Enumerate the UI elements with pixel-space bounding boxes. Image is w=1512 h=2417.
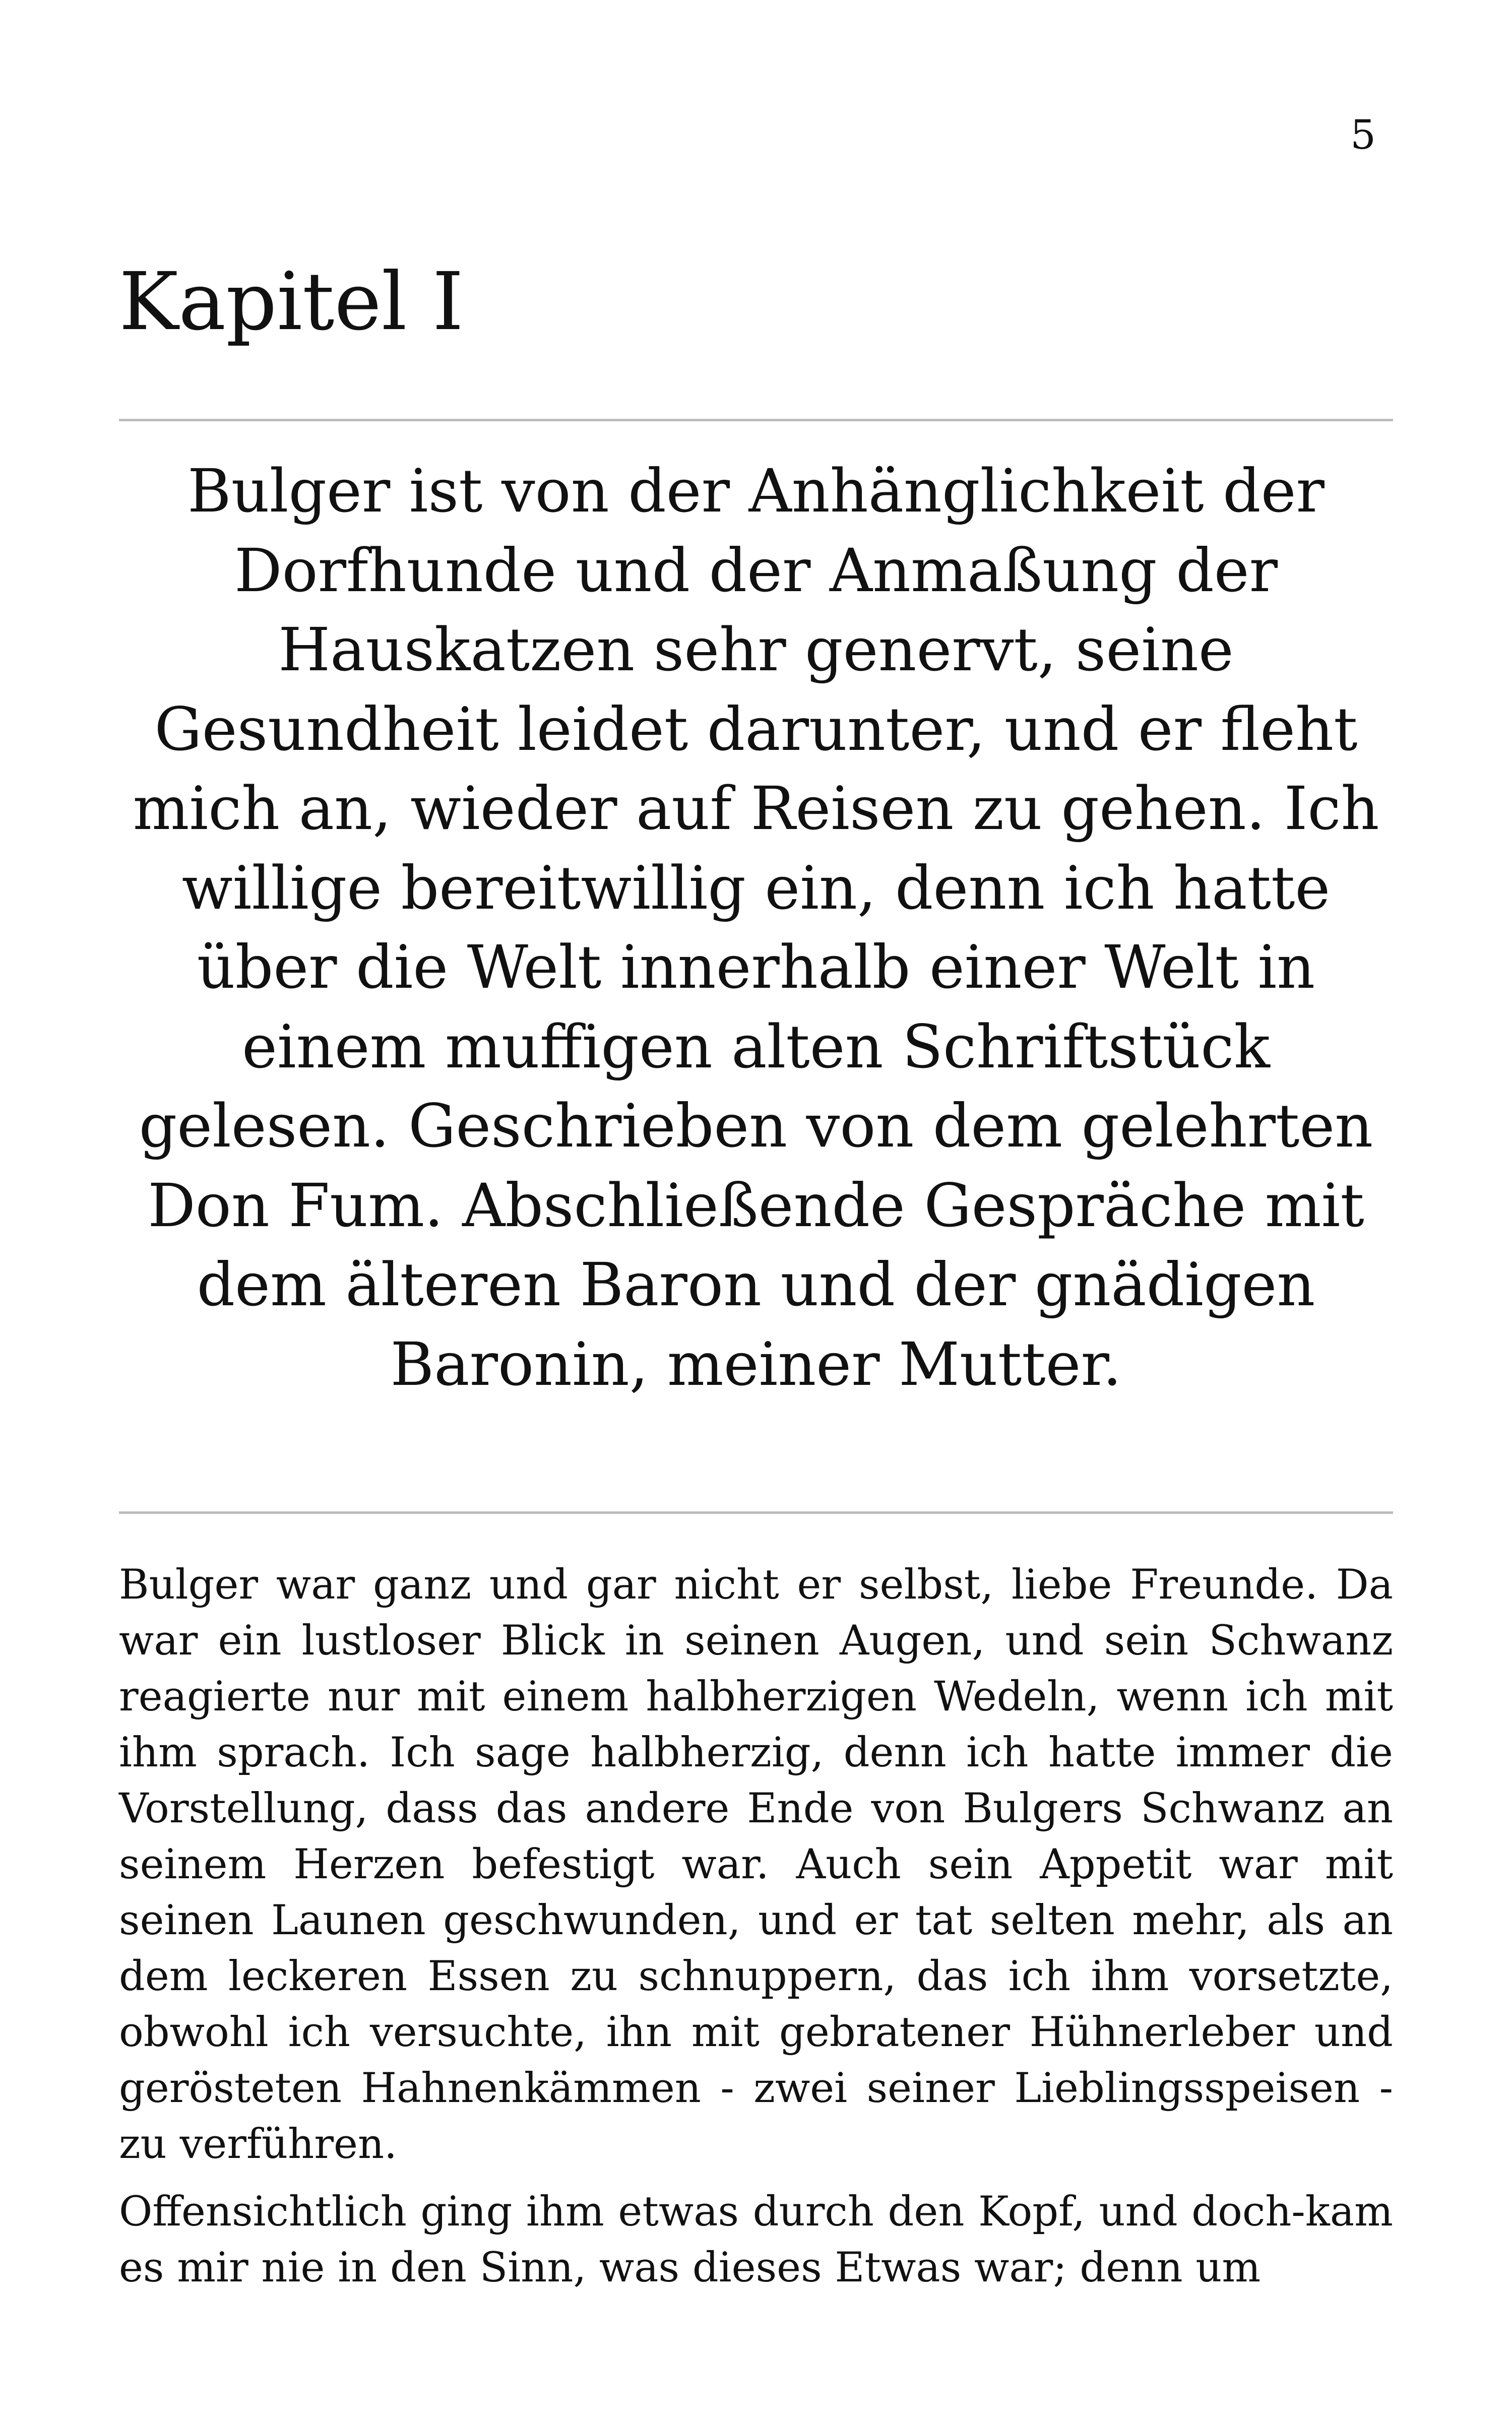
top-divider xyxy=(119,419,1393,421)
chapter-body xyxy=(119,1557,1393,2308)
body-paragraph: Offensichtlich ging ihm etwas durch den Kopf, und doch-kam es mir nie in den Sinn, was dieses Etwas war; denn um xyxy=(119,2188,1393,2292)
chapter-synopsis: Bulger ist von der Anhänglichkeit der Dorfhunde und der Anmaßung der Hauskatzen sehr genervt, seine Gesundheit leidet darunter, und er fleht mich an, wieder auf Reisen zu gehen. Ich willige bereitwillig ein, denn ich hatte über die Welt innerhalb einer Welt in einem muffigen alten Schriftstück gelesen. Geschrieben von dem gelehrten Don Fum. Abschließende Gespräche mit dem älteren Baron und der gnädigen Baronin, meiner Mutter. xyxy=(133,456,1379,1399)
chapter-title: Kapitel I xyxy=(119,256,464,348)
bottom-divider xyxy=(119,1511,1393,1514)
body-paragraph: Bulger war ganz und gar nicht er selbst, liebe Freunde. Da war ein lustloser Blick in seinen Augen, und sein Schwanz reagierte nur mit einem halbherzigen Wedeln, wenn ich mit ihm sprach. Ich sage halbherzig, denn ich hatte immer die Vorstellung, dass das andere Ende von Bulgers Schwanz an seinem Herzen befestigt war. Auch sein Appetit war mit seinen Launen geschwunden, und er tat selten mehr, als an dem leckeren Essen zu schnuppern, das ich ihm vorsetzte, obwohl ich versuchte, ihn mit gebratener Hühnerleber und gerösteten Hahnenkämmen - zwei seiner Lieblingsspeisen - zu verführen. xyxy=(119,1561,1393,2168)
page-number: 5 xyxy=(1350,111,1376,158)
